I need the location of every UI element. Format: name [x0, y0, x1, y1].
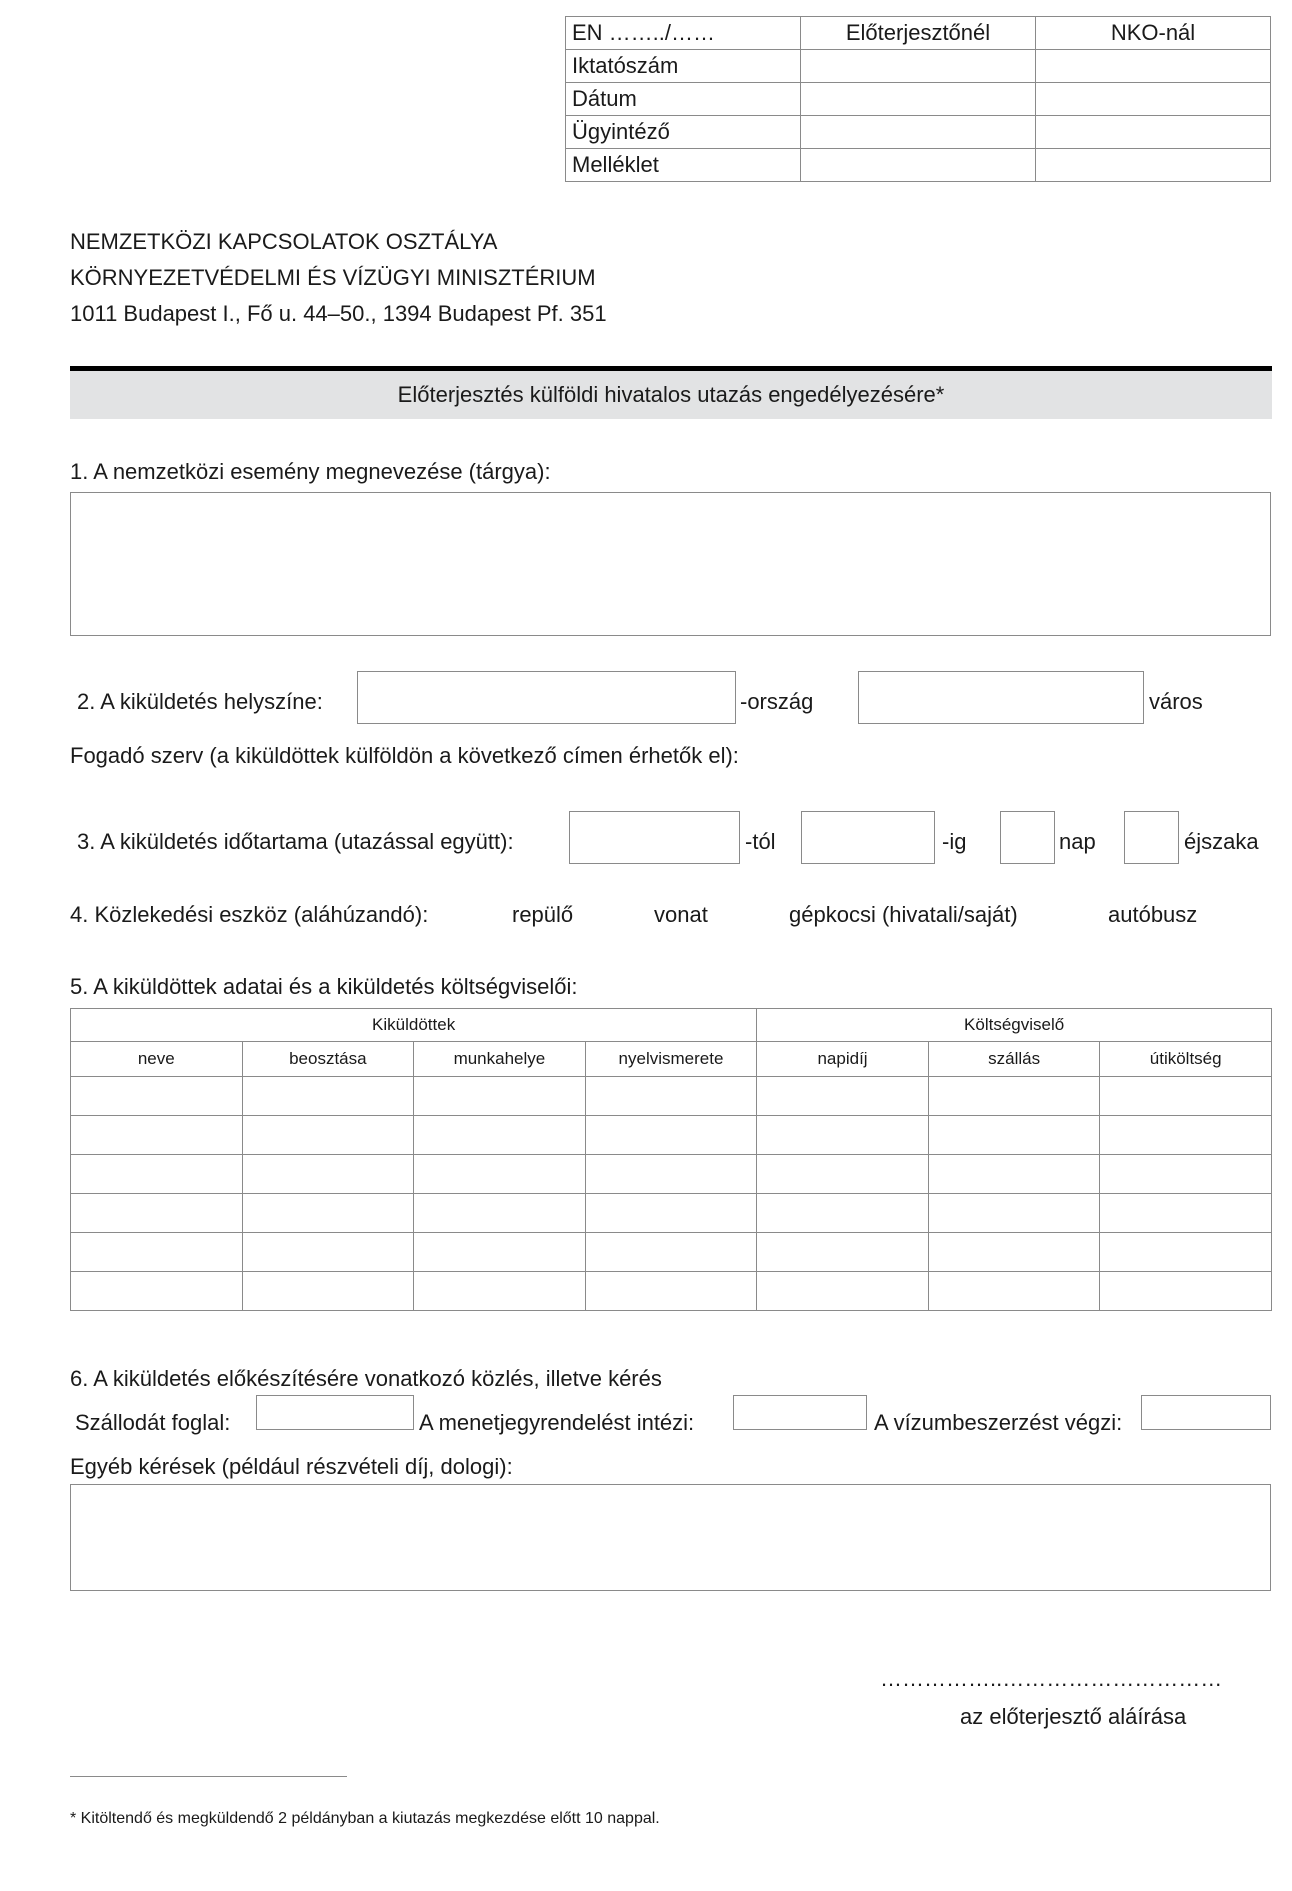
other-requests-label: Egyéb kérések (például részvételi díj, dologi): — [70, 1454, 513, 1479]
table-cell[interactable] — [585, 1194, 757, 1233]
section4-label: 4. Közlekedési eszköz (aláhúzandó): — [70, 902, 429, 927]
table-cell[interactable] — [757, 1272, 929, 1311]
table-cell[interactable] — [928, 1272, 1100, 1311]
ticket-booking-label: A menetjegyrendelést intézi: — [419, 1410, 695, 1435]
registration-label: Ügyintéző — [566, 116, 801, 149]
column-header-name: neve — [71, 1042, 243, 1077]
section3-label: 3. A kiküldetés időtartama (utazással együtt): — [77, 829, 514, 854]
table-cell[interactable] — [414, 1233, 586, 1272]
section2-label: 2. A kiküldetés helyszíne: — [77, 689, 323, 714]
column-header-workplace: munkahelye — [414, 1042, 586, 1077]
visa-procurement-field[interactable] — [1141, 1395, 1271, 1430]
hotel-booking-label: Szállodát foglal: — [75, 1410, 231, 1435]
date-to-field[interactable] — [801, 811, 935, 864]
registration-label: Iktatószám — [566, 50, 801, 83]
city-field[interactable] — [858, 671, 1144, 724]
table-cell[interactable] — [242, 1194, 414, 1233]
section1-label: 1. A nemzetközi esemény megnevezése (tárgya): — [70, 459, 551, 484]
signature-label: az előterjesztő aláírása — [960, 1704, 1187, 1729]
date-to-suffix: -ig — [942, 829, 967, 854]
table-cell[interactable] — [585, 1155, 757, 1194]
table-row — [71, 1272, 1272, 1311]
table-cell[interactable] — [414, 1077, 586, 1116]
footnote-divider — [70, 1776, 347, 1777]
host-organization-label: Fogadó szerv (a kiküldöttek külföldön a következő címen érhetők el): — [70, 743, 739, 768]
table-cell[interactable] — [928, 1077, 1100, 1116]
table-cell[interactable] — [414, 1272, 586, 1311]
registration-proposer-cell[interactable] — [801, 149, 1036, 182]
table-cell[interactable] — [1100, 1077, 1272, 1116]
table-row — [71, 1194, 1272, 1233]
city-suffix: város — [1149, 689, 1203, 714]
column-header-position: beosztása — [242, 1042, 414, 1077]
table-cell[interactable] — [585, 1233, 757, 1272]
registration-label: Dátum — [566, 83, 801, 116]
table-cell[interactable] — [757, 1155, 929, 1194]
address-ministry: KÖRNYEZETVÉDELMI ÉS VÍZÜGYI MINISZTÉRIUM — [70, 265, 596, 290]
table-cell[interactable] — [1100, 1116, 1272, 1155]
table-cell[interactable] — [242, 1272, 414, 1311]
table-cell[interactable] — [71, 1233, 243, 1272]
registration-nko-cell[interactable] — [1036, 83, 1271, 116]
participants-table — [70, 1008, 1272, 1311]
transport-option-bus[interactable]: autóbusz — [1108, 902, 1198, 927]
table-cell[interactable] — [71, 1155, 243, 1194]
table-cell[interactable] — [242, 1155, 414, 1194]
country-field[interactable] — [357, 671, 736, 724]
nights-field[interactable] — [1124, 811, 1179, 864]
country-suffix: -ország — [740, 689, 814, 714]
registration-row — [566, 116, 1271, 149]
table-cell[interactable] — [585, 1077, 757, 1116]
table-cell[interactable] — [585, 1116, 757, 1155]
table-cell[interactable] — [242, 1116, 414, 1155]
column-header-travel-cost: útiköltség — [1100, 1042, 1272, 1077]
days-suffix: nap — [1059, 829, 1096, 854]
registration-proposer-cell[interactable] — [801, 83, 1036, 116]
section6-label: 6. A kiküldetés előkészítésére vonatkozó közlés, illetve kérés — [70, 1366, 662, 1391]
table-cell[interactable] — [242, 1077, 414, 1116]
table-cell[interactable] — [1100, 1155, 1272, 1194]
registration-nko-header: NKO-nál — [1036, 17, 1271, 50]
address-department: NEMZETKÖZI KAPCSOLATOK OSZTÁLYA — [70, 229, 498, 254]
date-from-field[interactable] — [569, 811, 740, 864]
table-cell[interactable] — [414, 1155, 586, 1194]
table-row — [71, 1077, 1272, 1116]
transport-option-plane[interactable]: repülő — [512, 902, 574, 927]
table-cell[interactable] — [757, 1233, 929, 1272]
registration-label: EN ……../…… — [566, 17, 801, 50]
table-cell[interactable] — [242, 1233, 414, 1272]
nights-suffix: éjszaka — [1184, 829, 1259, 854]
form-title: Előterjesztés külföldi hivatalos utazás engedélyezésére* — [397, 382, 945, 407]
delegates-group-header: Kiküldöttek — [71, 1009, 757, 1042]
column-header-languages: nyelvismerete — [585, 1042, 757, 1077]
transport-option-car[interactable]: gépkocsi (hivatali/saját) — [789, 902, 1018, 927]
days-field[interactable] — [1000, 811, 1055, 864]
ticket-booking-field[interactable] — [733, 1395, 867, 1430]
table-cell[interactable] — [928, 1116, 1100, 1155]
table-cell[interactable] — [71, 1194, 243, 1233]
registration-proposer-cell[interactable] — [801, 116, 1036, 149]
visa-procurement-label: A vízumbeszerzést végzi: — [874, 1410, 1123, 1435]
table-cell[interactable] — [1100, 1233, 1272, 1272]
registration-row — [566, 83, 1271, 116]
table-row — [71, 1155, 1272, 1194]
table-cell[interactable] — [71, 1272, 243, 1311]
date-from-suffix: -tól — [745, 829, 776, 854]
address-postal: 1011 Budapest I., Fő u. 44–50., 1394 Budapest Pf. 351 — [70, 301, 607, 326]
table-cell[interactable] — [1100, 1194, 1272, 1233]
participants-group-header-row — [71, 1009, 1272, 1042]
other-requests-field[interactable] — [70, 1484, 1271, 1591]
column-header-accommodation: szállás — [928, 1042, 1100, 1077]
table-cell[interactable] — [585, 1272, 757, 1311]
registration-table — [565, 16, 1271, 182]
footnote: * Kitöltendő és megküldendő 2 példányban a kiutazás megkezdése előtt 10 nappal. — [70, 1810, 660, 1827]
column-header-per-diem: napidíj — [757, 1042, 929, 1077]
table-row — [71, 1233, 1272, 1272]
section5-label: 5. A kiküldöttek adatai és a kiküldetés költségviselői: — [70, 974, 578, 999]
registration-label: Melléklet — [566, 149, 801, 182]
table-cell[interactable] — [757, 1077, 929, 1116]
registration-proposer-cell[interactable] — [801, 50, 1036, 83]
transport-option-train[interactable]: vonat — [654, 902, 708, 927]
table-cell[interactable] — [1100, 1272, 1272, 1311]
participants-column-header-row — [71, 1042, 1272, 1077]
registration-row — [566, 50, 1271, 83]
table-cell[interactable] — [71, 1077, 243, 1116]
signature-line: ……………..………………………… — [880, 1666, 1223, 1691]
registration-row — [566, 149, 1271, 182]
event-name-field[interactable] — [70, 492, 1271, 636]
table-cell[interactable] — [757, 1116, 929, 1155]
registration-nko-cell[interactable] — [1036, 50, 1271, 83]
form-title-bar — [70, 371, 1272, 419]
table-cell[interactable] — [757, 1194, 929, 1233]
hotel-booking-field[interactable] — [256, 1395, 414, 1430]
table-cell[interactable] — [928, 1155, 1100, 1194]
registration-nko-cell[interactable] — [1036, 149, 1271, 182]
table-cell[interactable] — [71, 1116, 243, 1155]
registration-nko-cell[interactable] — [1036, 116, 1271, 149]
table-row — [71, 1116, 1272, 1155]
registration-proposer-header: Előterjesztőnél — [801, 17, 1036, 50]
table-cell[interactable] — [928, 1233, 1100, 1272]
registration-row — [566, 17, 1271, 50]
table-cell[interactable] — [414, 1194, 586, 1233]
table-cell[interactable] — [414, 1116, 586, 1155]
cost-bearer-group-header: Költségviselő — [757, 1009, 1272, 1042]
table-cell[interactable] — [928, 1194, 1100, 1233]
